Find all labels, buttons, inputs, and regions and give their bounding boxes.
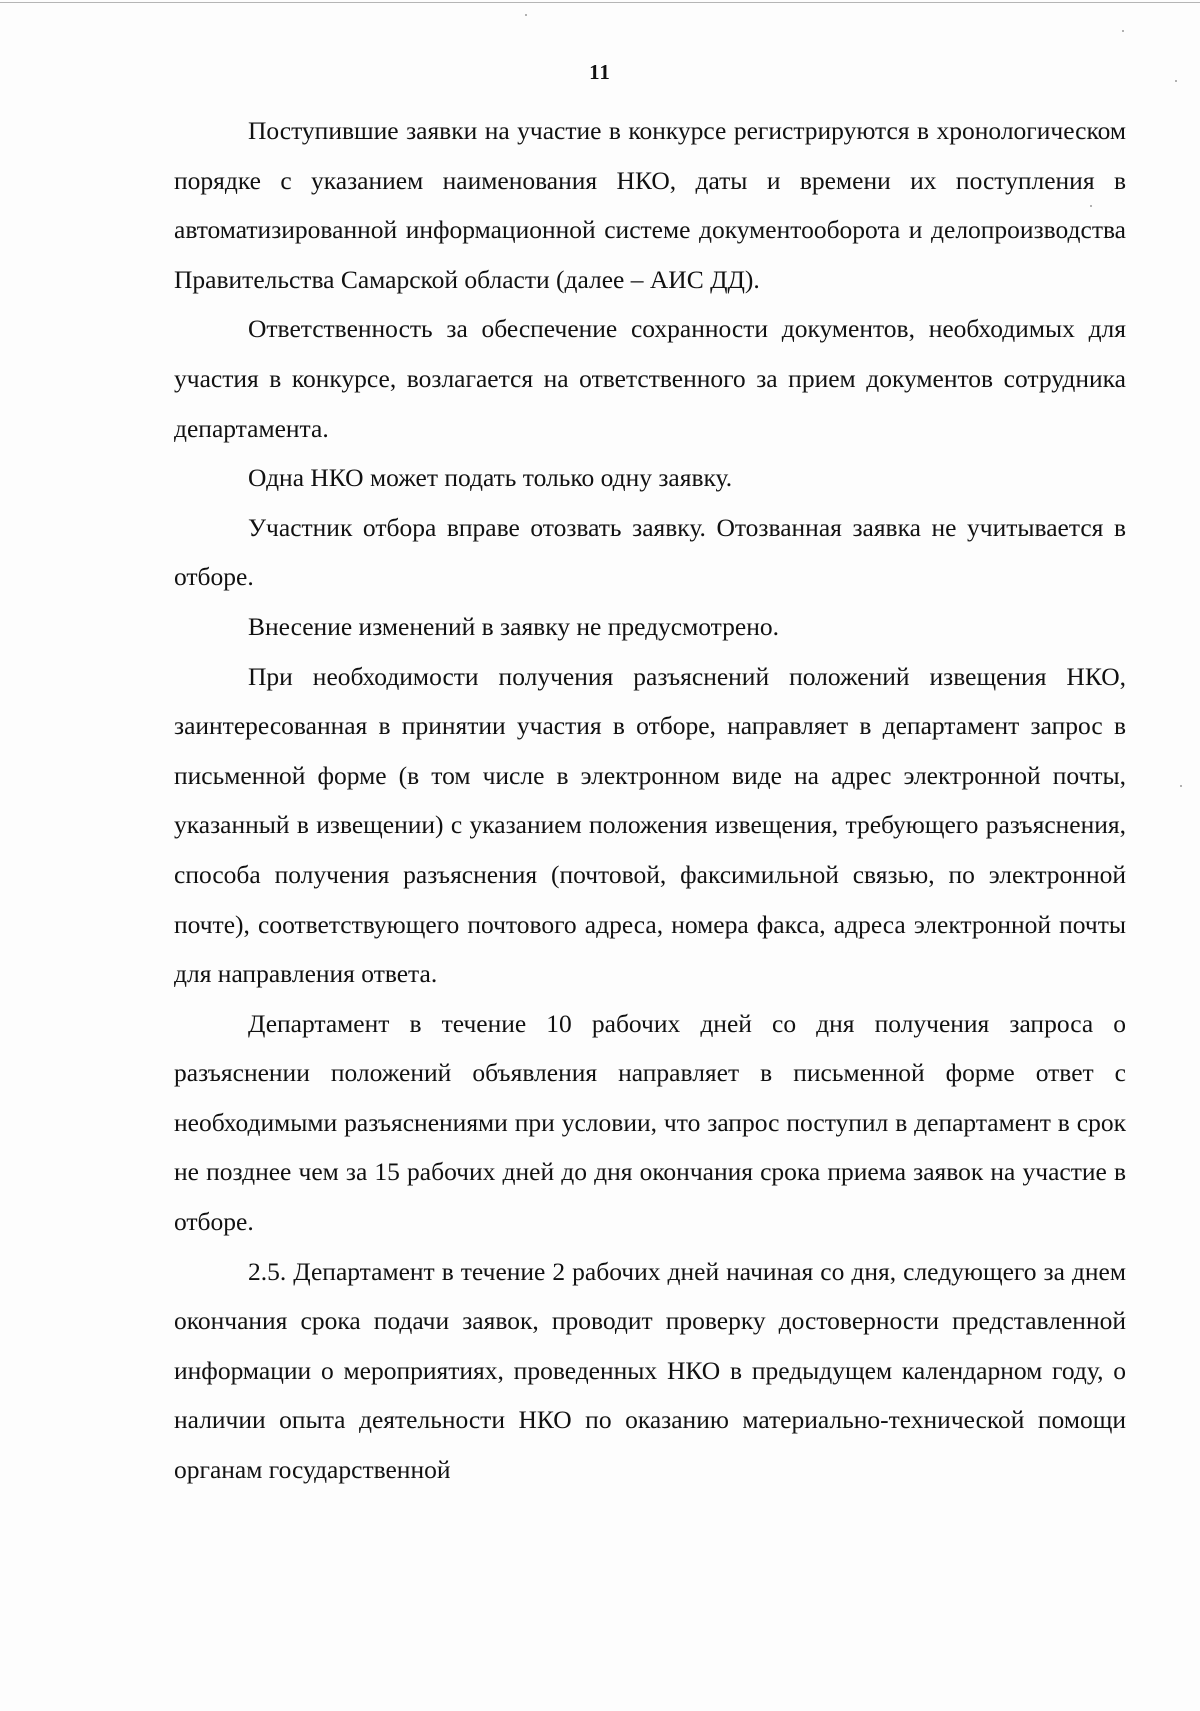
scan-top-edge — [0, 2, 1200, 3]
page-number: 11 — [589, 60, 611, 84]
paragraph-section-2-5: 2.5. Департамент в течение 2 рабочих дней начиная со дня, следующего за днем окончания срока подачи заявок, проводит проверку достоверности представленной информации о мероприятиях, проведенных НКО в предыдущем календарном году, о наличии опыта деятельности НКО по оказанию материально-технической помощи органам государственной — [174, 1256, 1126, 1485]
document-body — [174, 106, 1126, 1495]
paragraph-clarification-request: При необходимости получения разъяснений положений извещения НКО, заинтересованная в принятии участия в отборе, направляет в департамент запрос в письменной форме (в том числе в электронном виде на адрес электронной почты, указанный в извещении) с указанием положения извещения, требующего разъяснения, способа получения разъяснения (почтовой, факсимильной связью, по электронной почте), соответствующего почтового адреса, номера факса, адреса электронной почты для направления ответа. — [174, 661, 1126, 989]
scan-speck — [1180, 785, 1182, 787]
scan-speck — [1175, 80, 1177, 82]
paragraph-withdrawal: Участник отбора вправе отозвать заявку. Отозванная заявка не учитывается в отборе. — [174, 512, 1126, 592]
scan-speck — [1122, 30, 1124, 32]
paragraph-one-application: Одна НКО может подать только одну заявку. — [248, 463, 733, 493]
paragraph-clarification-response: Департамент в течение 10 рабочих дней со дня получения запроса о разъяснении положений объявления направляет в письменной форме ответ с необходимыми разъяснениями при условии, что запрос поступил в департамент в срок не позднее чем за 15 рабочих дней до дня окончания срока приема заявок на участие в отборе. — [174, 1008, 1126, 1237]
paragraph-no-changes: Внесение изменений в заявку не предусмотрено. — [248, 611, 779, 641]
paragraph-responsibility: Ответственность за обеспечение сохранности документов, необходимых для участия в конкурсе, возлагается на ответственного за прием документов сотрудника департамента. — [174, 314, 1126, 443]
scan-speck — [525, 14, 527, 16]
scan-speck — [1090, 205, 1092, 207]
paragraph-registration: Поступившие заявки на участие в конкурсе регистрируются в хронологическом порядке с указанием наименования НКО, даты и времени их поступления в автоматизированной информационной системе документооборота и делопроизводства Правительства Самарской области (далее – АИС ДД). — [174, 116, 1126, 294]
